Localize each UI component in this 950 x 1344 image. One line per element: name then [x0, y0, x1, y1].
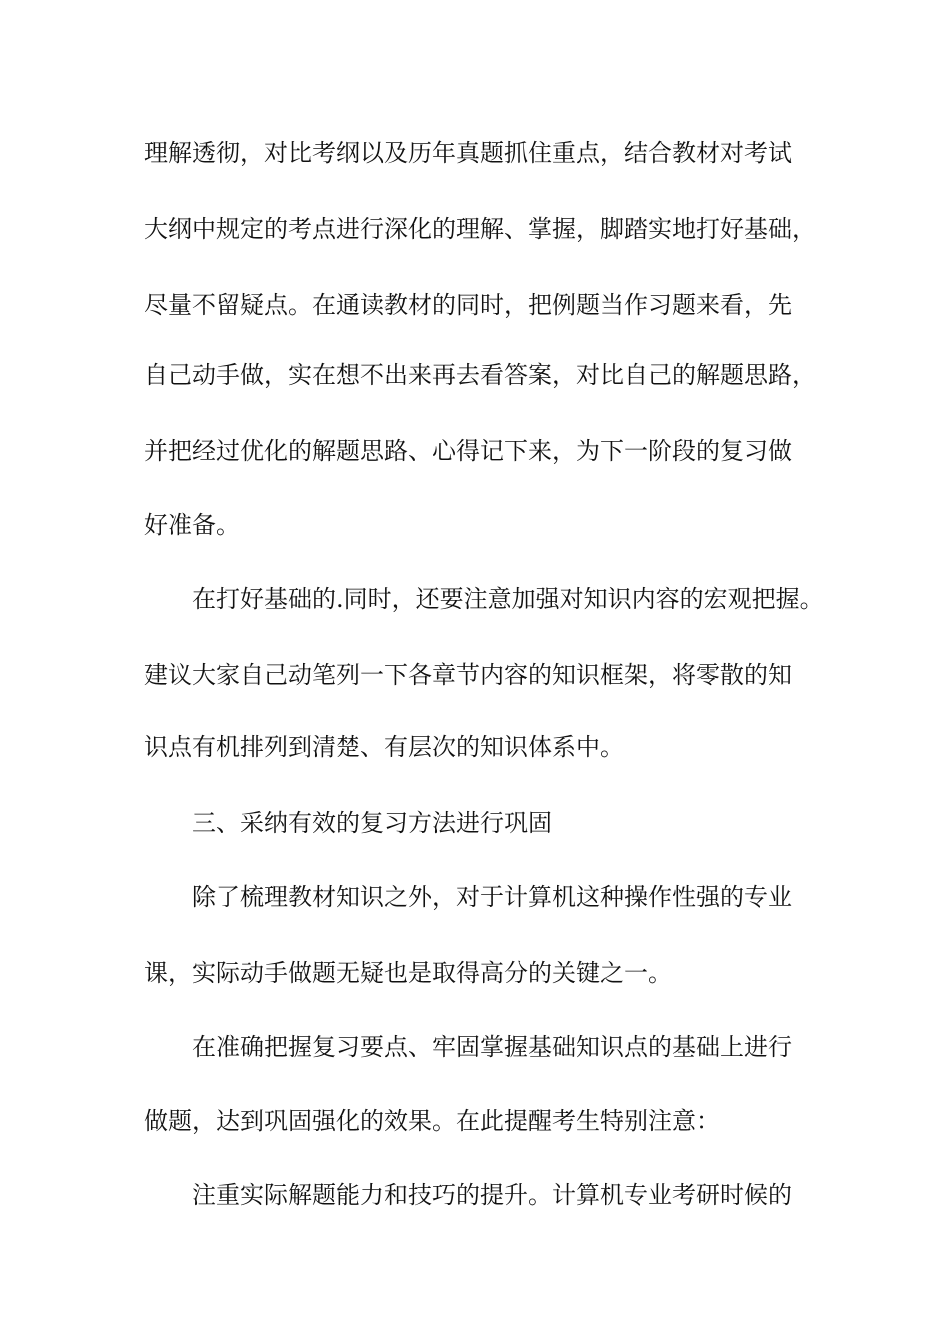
paragraph-line-1: 理解透彻，对比考纲以及历年真题抓住重点，结合教材对考试: [144, 139, 792, 167]
paragraph-line-12: 课，实际动手做题无疑也是取得高分的关键之一。: [144, 959, 672, 987]
paragraph-line-2: 大纲中规定的考点进行深化的理解、掌握，脚踏实地打好基础，: [144, 215, 816, 243]
paragraph-line-9: 识点有机排列到清楚、有层次的知识体系中。: [144, 733, 624, 761]
paragraph-line-15: 注重实际解题能力和技巧的提升。计算机专业考研时候的: [192, 1181, 792, 1209]
section-heading: 三、采纳有效的复习方法进行巩固: [192, 809, 552, 837]
paragraph-line-8: 建议大家自己动笔列一下各章节内容的知识框架，将零散的知: [144, 661, 792, 689]
paragraph-line-5: 并把经过优化的解题思路、心得记下来，为下一阶段的复习做: [144, 437, 792, 465]
paragraph-line-14: 做题，达到巩固强化的效果。在此提醒考生特别注意：: [144, 1107, 720, 1135]
paragraph-line-7: 在打好基础的.同时，还要注意加强对知识内容的宏观把握。: [192, 585, 824, 613]
paragraph-line-6: 好准备。: [144, 511, 240, 539]
paragraph-line-4: 自己动手做，实在想不出来再去看答案，对比自己的解题思路，: [144, 361, 816, 389]
paragraph-line-3: 尽量不留疑点。在通读教材的同时，把例题当作习题来看，先: [144, 291, 792, 319]
paragraph-line-13: 在准确把握复习要点、牢固掌握基础知识点的基础上进行: [192, 1033, 792, 1061]
paragraph-line-11: 除了梳理教材知识之外，对于计算机这种操作性强的专业: [192, 883, 792, 911]
